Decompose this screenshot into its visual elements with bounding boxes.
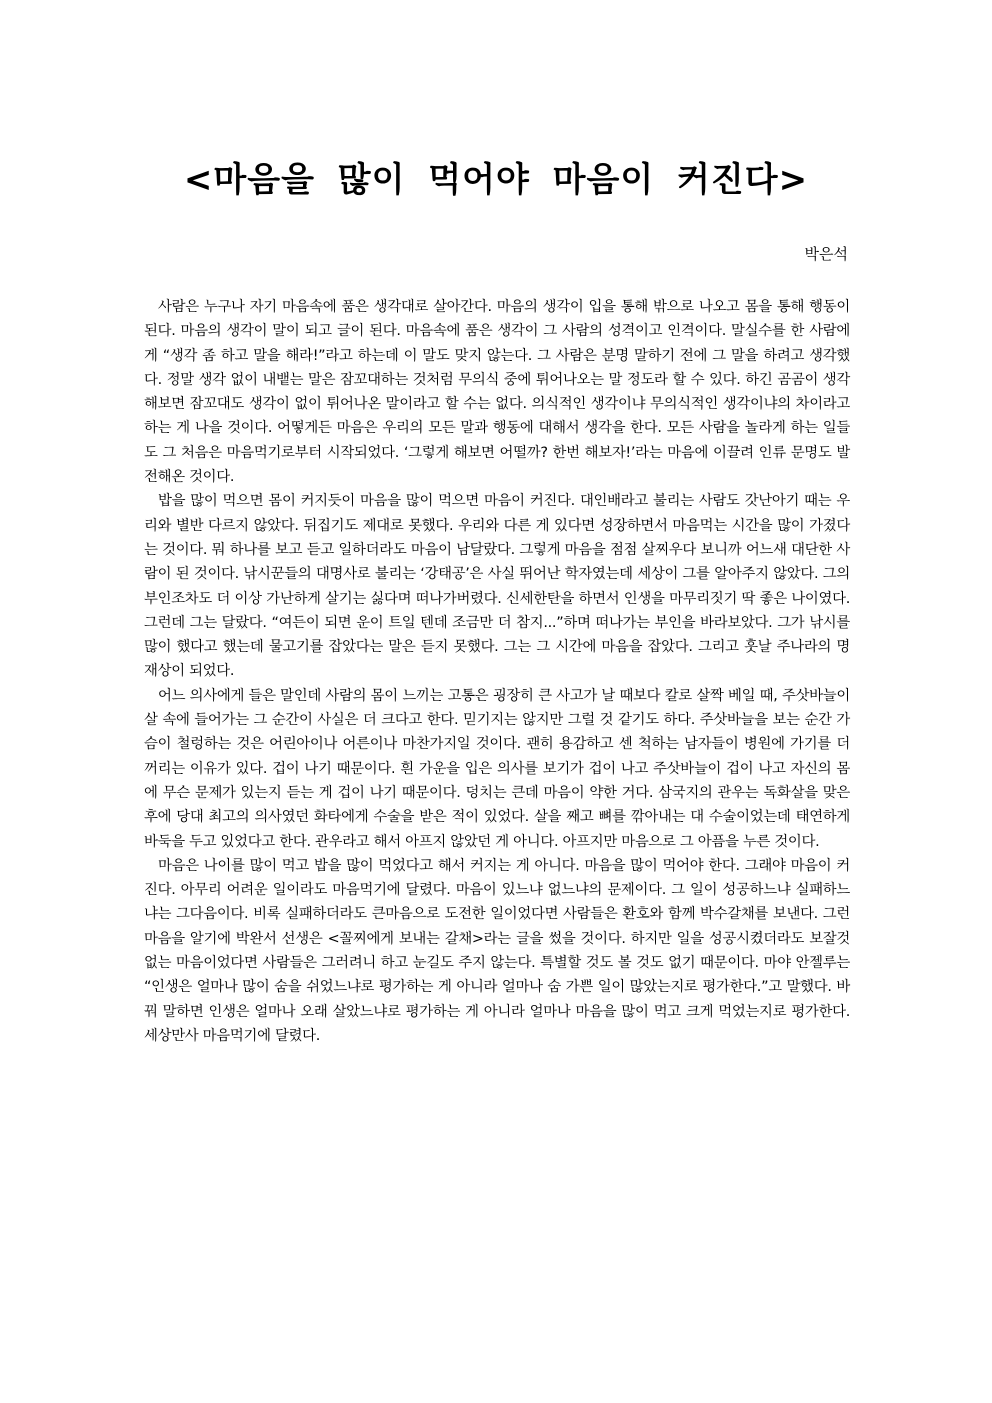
- author-name: 박은석: [804, 245, 848, 263]
- paragraph-1: 사람은 누구나 자기 마음속에 품은 생각대로 살아간다. 마음의 생각이 입을 통해 밖으로 나오고 몸을 통해 행동이 된다. 마음의 생각이 말이 되고 글이 된다. 마음속에 품은 생각이 그 사람의 성격이고 인격이다. 말실수를 한 사람에게 “생각 좀 하고 말을 해라!”라고 하는데 이 말도 맞지 않는다. 그 사람은 분명 말하기 전에 그 말을 하려고 생각했다. 정말 생각 없이 내뱉는 말은 잠꼬대하는 것처럼 무의식 중에 튀어나오는 말 정도라 할 수 있다. 하긴 곰곰이 생각해보면 잠꼬대도 생각이 없이 튀어나온 말이라고 할 수는 없다. 의식적인 생각이냐 무의식적인 생각이냐의 차이라고 하는 게 나을 것이다. 어떻게든 마음은 우리의 모든 말과 행동에 대해서 생각을 한다. 모든 사람을 놀라게 하는 일들도 그 처음은 마음먹기로부터 시작되었다. ‘그렇게 해보면 어떨까? 한번 해보자!’라는 마음에 이끌려 인류 문명도 발전해온 것이다.: [144, 299, 850, 486]
- paragraph-4: 마음은 나이를 많이 먹고 밥을 많이 먹었다고 해서 커지는 게 아니다. 마음을 많이 먹어야 한다. 그래야 마음이 커진다. 아무리 어려운 일이라도 마음먹기에 달렸다. 마음이 있느냐 없느냐의 문제이다. 그 일이 성공하느냐 실패하느냐는 그다음이다. 비록 실패하더라도 큰마음으로 도전한 일이었다면 사람들은 환호와 함께 박수갈채를 보낸다. 그런 마음을 알기에 박완서 선생은 <꼴찌에게 보내는 갈채>라는 글을 썼을 것이다. 하지만 일을 성공시켰더라도 보잘것없는 마음이었다면 사람들은 그러려니 하고 눈길도 주지 않는다. 특별할 것도 볼 것도 없기 때문이다. 마야 안젤루는 “인생은 얼마나 많이 숨을 쉬었느냐로 평가하는 게 아니라 얼마나 숨 가쁜 일이 많았는지로 평가한다.”고 말했다. 바꿔 말하면 인생은 얼마나 오래 살았느냐로 평가하는 게 아니라 얼마나 마음을 많이 먹고 크게 먹었는지로 평가한다. 세상만사 마음먹기에 달렸다.: [144, 857, 850, 1044]
- paragraph-3: 어느 의사에게 들은 말인데 사람의 몸이 느끼는 고통은 굉장히 큰 사고가 날 때보다 칼로 살짝 베일 때, 주삿바늘이 살 속에 들어가는 그 순간이 사실은 더 크다고 한다. 믿기지는 않지만 그럴 것 같기도 하다. 주삿바늘을 보는 순간 가슴이 철렁하는 것은 어린아이나 어른이나 마찬가지일 것이다. 괜히 용감하고 센 척하는 남자들이 병원에 가기를 더 꺼리는 이유가 있다. 겁이 나기 때문이다. 흰 가운을 입은 의사를 보기가 겁이 나고 주삿바늘이 겁이 나고 자신의 몸에 무슨 문제가 있는지 듣는 게 겁이 나기 때문이다. 덩치는 큰데 마음이 약한 거다. 삼국지의 관우는 독화살을 맞은 후에 당대 최고의 의사였던 화타에게 수술을 받은 적이 있었다. 살을 째고 뼈를 깎아내는 대 수술이었는데 태연하게 바둑을 두고 있었다고 한다. 관우라고 해서 아프지 않았던 게 아니다. 아프지만 마음으로 그 아픔을 누른 것이다.: [144, 687, 850, 850]
- paragraph-2: 밥을 많이 먹으면 몸이 커지듯이 마음을 많이 먹으면 마음이 커진다. 대인배라고 불리는 사람도 갓난아기 때는 우리와 별반 다르지 않았다. 뒤집기도 제대로 못했다. 우리와 다른 게 있다면 성장하면서 마음먹는 시간을 많이 가졌다는 것이다. 뭐 하나를 보고 듣고 일하더라도 마음이 남달랐다. 그렇게 마음을 점점 살찌우다 보니까 어느새 대단한 사람이 된 것이다. 낚시꾼들의 대명사로 불리는 ‘강태공’은 사실 뛰어난 학자였는데 세상이 그를 알아주지 않았다. 그의 부인조차도 더 이상 가난하게 살기는 싫다며 떠나가버렸다. 신세한탄을 하면서 인생을 마무리짓기 딱 좋은 나이였다. 그런데 그는 달랐다. “여든이 되면 운이 트일 텐데 조금만 더 참지...”하며 떠나가는 부인을 바라보았다. 그가 낚시를 많이 했다고 했는데 물고기를 잡았다는 말은 듣지 못했다. 그는 그 시간에 마음을 잡았다. 그리고 훗날 주나라의 명 재상이 되었다.: [144, 493, 850, 680]
- document-body: [144, 295, 850, 1048]
- document-title: <마음을 많이 먹어야 마음이 커진다>: [183, 160, 809, 200]
